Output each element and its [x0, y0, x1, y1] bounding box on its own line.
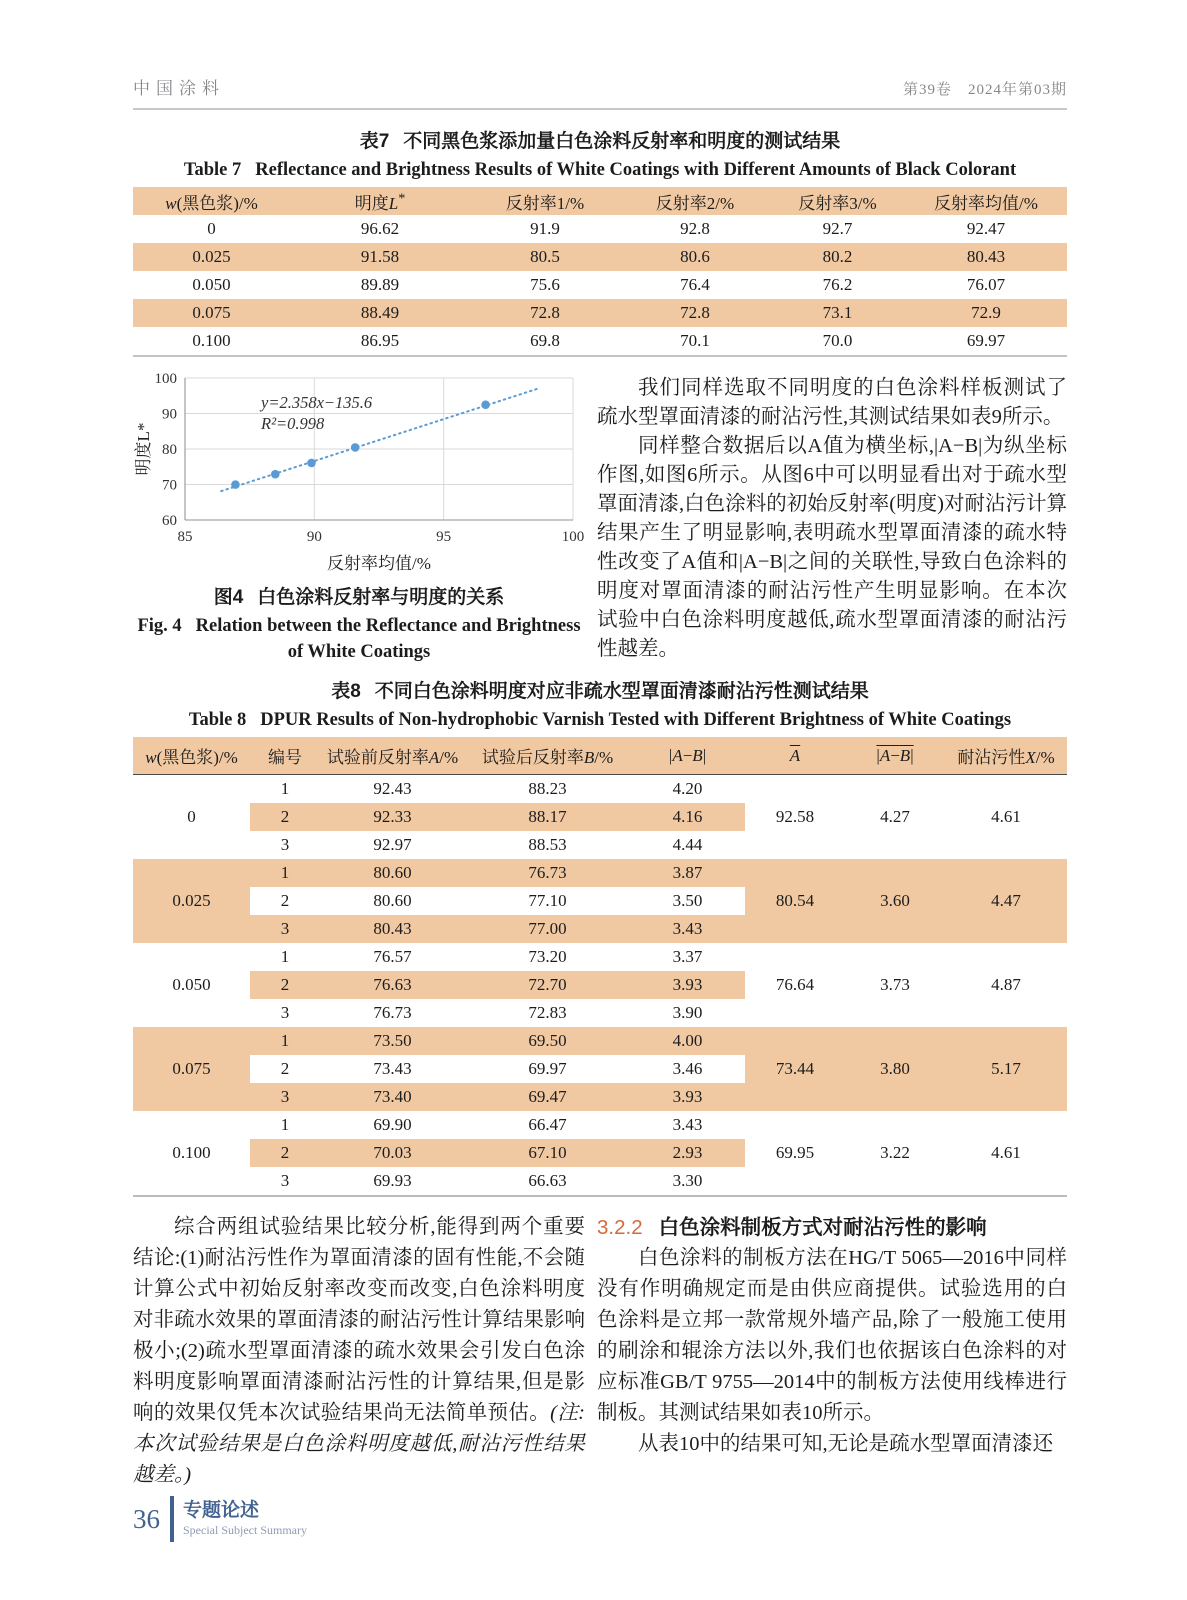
y-tick-label: 70: [162, 477, 177, 494]
table8-cell: 72.83: [465, 999, 630, 1027]
table8: [133, 737, 1067, 1197]
table8-cell: 76.73: [320, 999, 465, 1027]
table7-caption-en: [133, 158, 1067, 182]
table7-header-cell: 反射率3/%: [770, 187, 905, 215]
table8-cell: 73.43: [320, 1055, 465, 1083]
table8-cell: 3.87: [630, 859, 745, 887]
table8-cell: 1: [250, 943, 320, 971]
y-axis-label: 明度L*: [134, 422, 153, 476]
table8-cell: 73.40: [320, 1083, 465, 1111]
table8-cell: 4.20: [630, 775, 745, 804]
right-text-column: [597, 368, 1067, 665]
table7-header-cell: w(黑色浆)/%: [133, 187, 290, 215]
table8-cell: 69.90: [320, 1111, 465, 1139]
paragraph: [133, 1212, 585, 1491]
table8-cell: 1: [250, 1027, 320, 1055]
table7-cell: 76.2: [822, 275, 853, 294]
table8-cell-avg-a: 92.58: [745, 775, 845, 860]
table7-row: [133, 327, 1067, 356]
table7-row: [133, 271, 1067, 299]
scatter-point: [481, 400, 490, 409]
table8-cell: 88.23: [465, 775, 630, 804]
table8-cell: 80.43: [320, 915, 465, 943]
table8-cell: 4.00: [630, 1027, 745, 1055]
x-tick-label: 95: [436, 529, 452, 545]
scatter-point: [307, 459, 316, 468]
table7-caption-text-en: Reflectance and Brightness Results of White Coatings with Different Amounts of Black Colorant: [255, 160, 1017, 180]
table8-cell: 4.16: [630, 803, 745, 831]
table7-cell: 73.1: [770, 299, 905, 327]
table7-row: [133, 243, 1067, 271]
table8-cell: 66.63: [465, 1167, 630, 1196]
table8-cell-w: 0.100: [133, 1111, 250, 1196]
table7-cell: 72.8: [620, 299, 770, 327]
table7-row: [133, 299, 1067, 327]
table8-cell-avg-ab: 3.80: [845, 1027, 945, 1111]
x-axis-label: 反射率均值/%: [327, 554, 431, 573]
table7-cell: 72.9: [905, 299, 1067, 327]
table8-cell: 77.10: [465, 887, 630, 915]
table7-caption-label-cn: 表7: [359, 131, 390, 152]
x-tick-label: 100: [561, 529, 585, 545]
table8-cell: 3: [250, 915, 320, 943]
scatter-point: [271, 470, 280, 479]
table8-cell-w: 0: [133, 775, 250, 860]
table8-cell: 2: [250, 803, 320, 831]
table8-caption-label-en: Table 8: [188, 710, 247, 730]
table7-header-row: [133, 187, 1067, 215]
table8-cell: 3: [250, 999, 320, 1027]
table7-cell: 80.43: [905, 243, 1067, 271]
table8-cell: 88.17: [465, 803, 630, 831]
table8-cell: 1: [250, 1111, 320, 1139]
table8-cell-avg-ab: 3.60: [845, 859, 945, 943]
table8-cell: 2: [250, 1139, 320, 1167]
table7-caption-cn: [133, 130, 1067, 154]
table8-cell: 72.70: [465, 971, 630, 999]
table7-cell: 69.97: [966, 331, 1006, 350]
footer-section-cn: 专题论述: [183, 1500, 260, 1521]
table8-cell: 67.10: [465, 1139, 630, 1167]
table8-cell: 3.93: [630, 1083, 745, 1111]
fig4-caption-label-cn: 图4: [213, 587, 244, 608]
table8-cell: 3.30: [630, 1167, 745, 1196]
table8-cell: 73.20: [465, 943, 630, 971]
paragraph: 我们同样选取不同明度的白色涂料样板测试了疏水型罩面清漆的耐沾污性,其测试结果如表9所示。: [597, 377, 1067, 428]
table8-cell-x: 5.17: [945, 1027, 1067, 1111]
table7-cell: 96.62: [360, 219, 400, 238]
bottom-columns: [133, 1212, 1067, 1491]
table7-header-cell: 反射率均值/%: [905, 187, 1067, 215]
table7-cell: 69.8: [530, 331, 560, 350]
table8-caption: [133, 680, 1067, 732]
table8-cell: 80.60: [320, 887, 465, 915]
table8-cell: 92.97: [320, 831, 465, 859]
table8-cell: 2.93: [630, 1139, 745, 1167]
y-tick-label: 100: [154, 371, 177, 387]
scatter-point: [351, 443, 360, 452]
table8-header-cell: 编号: [250, 737, 320, 775]
x-tick-label: 85: [177, 529, 193, 545]
table7-cell: 80.2: [770, 243, 905, 271]
table8-cell-x: 4.47: [945, 859, 1067, 943]
table7-cell: 0.025: [133, 243, 290, 271]
table8-caption-text-en: DPUR Results of Non-hydrophobic Varnish Tested with Different Brightness of White Coatings: [260, 710, 1012, 730]
table8-cell: 69.97: [465, 1055, 630, 1083]
table8-cell-avg-ab: 4.27: [845, 775, 945, 860]
y-tick-label: 80: [162, 442, 177, 458]
table8-header-cell: 耐沾污性X/%: [945, 737, 1067, 775]
page-footer: [133, 1496, 307, 1542]
table8-cell-x: 4.61: [945, 775, 1067, 860]
table8-cell: 88.53: [465, 831, 630, 859]
section-number: 3.2.2: [597, 1216, 643, 1239]
y-tick-label: 90: [162, 406, 177, 423]
table8-cell: 76.63: [320, 971, 465, 999]
bottom-right-column: [597, 1212, 1067, 1491]
table8-row: [133, 1111, 1067, 1139]
table8-cell: 3.50: [630, 887, 745, 915]
fig4-caption-text-en: Relation between the Reflectance and Brightness of White Coatings: [195, 616, 581, 662]
table8-row: [133, 1027, 1067, 1055]
table8-cell: 69.47: [465, 1083, 630, 1111]
table7-cell: 80.6: [620, 243, 770, 271]
table7-cell: 76.07: [966, 275, 1006, 294]
table7-cell: 89.89: [360, 275, 400, 294]
table8-cell: 3.43: [630, 915, 745, 943]
table8-cell-w: 0.025: [133, 859, 250, 943]
paragraph: 同样整合数据后以A值为横坐标,|A−B|为纵坐标作图,如图6所示。从图6中可以明显看出对于疏水型罩面清漆,白色涂料的初始反射率(明度)对耐沾污计算结果产生了明显影响,表明疏水型罩面清漆的疏水特性改变了A值和|A−B|之间的关联性,导致白色涂料的明度对罩面清漆的耐沾污性产生明显影响。在本次试验中白色涂料明度越低,疏水型罩面清漆的耐沾污性越差。: [597, 435, 1067, 660]
y-tick-label: 60: [162, 513, 177, 529]
table7-cell: 92.7: [822, 219, 853, 238]
table7-header-cell: 反射率2/%: [620, 187, 770, 215]
issue-volume: 第39卷: [902, 82, 952, 98]
fig4-caption-label-en: Fig. 4: [137, 616, 182, 636]
paragraph: 白色涂料的制板方法在HG/T 5065—2016中同样没有作明确规定而是由供应商提供。试验选用的白色涂料是立邦一款常规外墙产品,除了一般施工使用的刷涂和辊涂方法以外,我们也依据该白色涂料的对应标准GB/T 9755—2014中的制板方法使用线棒进行制板。其测试结果如表10所示。: [597, 1247, 1067, 1424]
table7: [133, 187, 1067, 357]
table7-row: [133, 215, 1067, 243]
middle-columns: [133, 368, 1067, 665]
journal-name: 中国涂料: [133, 79, 225, 98]
table7-cell: 72.8: [470, 299, 620, 327]
table8-cell: 73.50: [320, 1027, 465, 1055]
table8-header-cell: w(黑色浆)/%: [133, 737, 250, 775]
table7-cell: 88.49: [290, 299, 470, 327]
footer-section: [183, 1500, 307, 1538]
section-heading: [597, 1212, 1067, 1243]
table7-cell: 75.6: [530, 275, 560, 294]
table8-cell: 3.46: [630, 1055, 745, 1083]
table8-caption-label-cn: 表8: [331, 681, 361, 702]
table7-cell: 0.100: [192, 331, 231, 350]
fig4-caption-cn: [133, 585, 585, 611]
table8-cell-avg-a: 80.54: [745, 859, 845, 943]
fig4-scatter-chart: [133, 368, 585, 573]
table8-row: [133, 859, 1067, 887]
table8-caption-text-cn: 不同白色涂料明度对应非疏水型罩面清漆耐沾污性测试结果: [374, 681, 869, 702]
table8-cell: 92.43: [320, 775, 465, 804]
table8-cell: 77.00: [465, 915, 630, 943]
table8-cell: 2: [250, 887, 320, 915]
table8-cell-avg-ab: 3.22: [845, 1111, 945, 1196]
table8-cell-w: 0.075: [133, 1027, 250, 1111]
section-title: 白色涂料制板方式对耐沾污性的影响: [658, 1216, 987, 1239]
table7-cell: 86.95: [360, 331, 400, 350]
table8-cell-avg-ab: 3.73: [845, 943, 945, 1027]
table8-cell: 76.57: [320, 943, 465, 971]
page-number: 36: [133, 1503, 160, 1534]
table8-cell: 3.37: [630, 943, 745, 971]
table8-cell: 70.03: [320, 1139, 465, 1167]
table8-cell: 2: [250, 1055, 320, 1083]
table7-caption-label-en: Table 7: [183, 160, 242, 180]
table8-header-cell: 试验前反射率A/%: [320, 737, 465, 775]
page-header: [133, 74, 1067, 110]
x-tick-label: 90: [306, 529, 322, 545]
table8-cell: 4.44: [630, 831, 745, 859]
table8-cell-avg-a: 76.64: [745, 943, 845, 1027]
table7-caption: [133, 130, 1067, 182]
table7-header-cell: 明度L*: [290, 187, 470, 215]
table8-cell-x: 4.87: [945, 943, 1067, 1027]
equation-label: y=2.358x−135.6: [261, 393, 373, 412]
table8-cell: 92.33: [320, 803, 465, 831]
table8-cell: 1: [250, 775, 320, 804]
table8-cell: 3: [250, 1167, 320, 1196]
fig4-caption-text-cn: 白色涂料反射率与明度的关系: [257, 587, 505, 608]
table7-cell: 92.47: [966, 219, 1006, 238]
table7-cell: 0.050: [192, 275, 231, 294]
table8-cell: 69.93: [320, 1167, 465, 1196]
table8-cell: 3.90: [630, 999, 745, 1027]
table7-caption-text-cn: 不同黑色浆添加量白色涂料反射率和明度的测试结果: [403, 131, 841, 152]
table7-cell: 70.0: [822, 331, 853, 350]
table8-cell: 3: [250, 831, 320, 859]
table7-head: [133, 187, 1067, 215]
table8-header-cell: $\overline{A}$: [745, 737, 845, 775]
table8-caption-cn: [133, 680, 1067, 704]
table7-header-cell: 反射率1/%: [470, 187, 620, 215]
table8-header-cell: |A−B|: [630, 737, 745, 775]
issue-number: 2024年第03期: [967, 82, 1067, 98]
table8-header-row: [133, 737, 1067, 775]
fig4-caption-en: [133, 613, 585, 665]
table7-cell: 76.4: [680, 275, 710, 294]
table7-body: [133, 215, 1067, 356]
table7-cell: 0: [207, 219, 216, 238]
table8-cell: 3.43: [630, 1111, 745, 1139]
footer-section-en: Special Subject Summary: [183, 1523, 307, 1537]
table8-header-cell: 试验后反射率B/%: [465, 737, 630, 775]
figure-column: [133, 368, 585, 665]
table8-cell: 3.93: [630, 971, 745, 999]
table8-cell-x: 4.61: [945, 1111, 1067, 1196]
note-text: (注:本次试验结果是白色涂料明度越低,耐沾污性结果越差。): [133, 1402, 586, 1486]
table8-row: [133, 943, 1067, 971]
table8-head: [133, 737, 1067, 775]
fig4-svg: [133, 368, 585, 573]
table7-cell: 92.8: [680, 219, 710, 238]
table7-cell: 91.58: [290, 243, 470, 271]
table7-cell: 80.5: [470, 243, 620, 271]
scatter-point: [231, 480, 240, 489]
issue-info: [903, 78, 1067, 99]
table8-cell: 66.47: [465, 1111, 630, 1139]
table7-cell: 0.075: [133, 299, 290, 327]
table8-cell-w: 0.050: [133, 943, 250, 1027]
table8-cell-avg-a: 73.44: [745, 1027, 845, 1111]
table8-cell: 69.50: [465, 1027, 630, 1055]
table8-caption-en: [133, 708, 1067, 732]
table8-cell: 2: [250, 971, 320, 999]
paragraph: 从表10中的结果可知,无论是疏水型罩面清漆还: [638, 1433, 1054, 1455]
table8-cell: 1: [250, 859, 320, 887]
r-squared-label: R²=0.998: [261, 414, 325, 433]
table7-cell: 91.9: [530, 219, 560, 238]
table8-cell: 3: [250, 1083, 320, 1111]
table8-header-cell: |A−B|: [845, 737, 945, 775]
table8-cell: 76.73: [465, 859, 630, 887]
fig4-caption: [133, 585, 585, 665]
table8-cell-avg-a: 69.95: [745, 1111, 845, 1196]
conclusion-text: 综合两组试验结果比较分析,能得到两个重要结论:(1)耐沾污性作为罩面清漆的固有性能,不会随计算公式中初始反射率改变而改变,白色涂料明度对非疏水效果的罩面清漆的耐沾污性计算结果影响极小;(2)疏水型罩面清漆的疏水效果会引发白色涂料明度影响罩面清漆耐沾污性的计算结果,但是影响的效果仅凭本次试验结果尚无法简单预估。: [133, 1216, 585, 1424]
footer-divider-bar: [170, 1496, 174, 1542]
table7-cell: 70.1: [680, 331, 710, 350]
table8-body: [133, 775, 1067, 1197]
table8-cell: 80.60: [320, 859, 465, 887]
bottom-left-column: [133, 1212, 585, 1491]
table8-row: [133, 775, 1067, 804]
